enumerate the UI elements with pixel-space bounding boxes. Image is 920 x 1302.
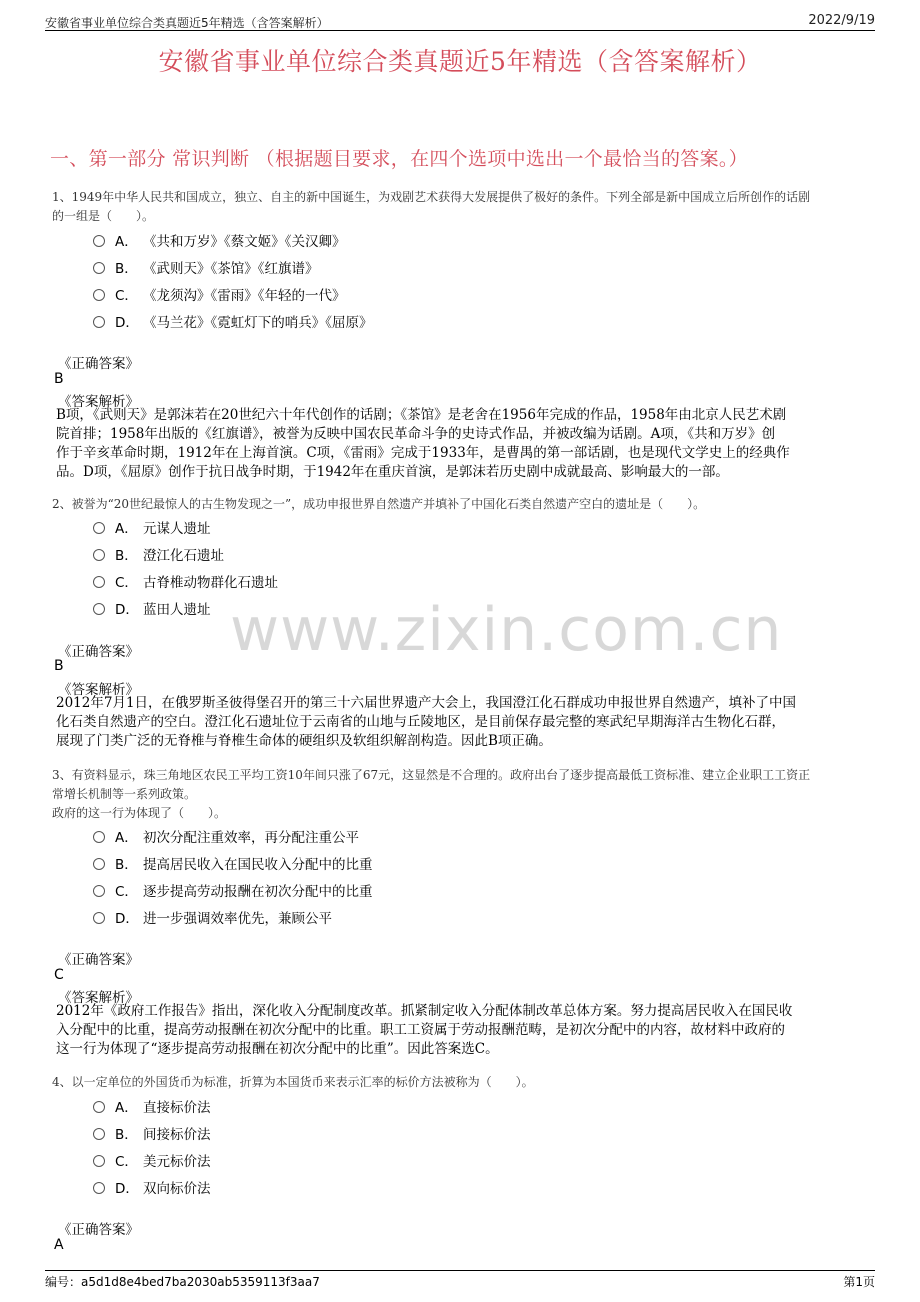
option-text: 澄江化石遗址 bbox=[143, 548, 224, 564]
explanation-line: 这一行为体现了“逐步提高劳动报酬在初次分配中的比重”。因此答案选C。 bbox=[56, 1041, 499, 1057]
question-3-option-d[interactable] bbox=[93, 907, 332, 927]
option-text: 初次分配注重效率，再分配注重公平 bbox=[143, 830, 359, 846]
option-letter: A． bbox=[115, 830, 138, 846]
answer-label: 《正确答案》 bbox=[58, 644, 139, 660]
question-1-option-a[interactable] bbox=[93, 230, 346, 250]
radio-icon[interactable] bbox=[93, 831, 105, 843]
explanation-label: 《答案解析》 bbox=[58, 990, 139, 1006]
explanation-line: 院首排；1958年出版的《红旗谱》，被誉为反映中国农民革命斗争的史诗式作品，并被改编为话剧。A项，《共和万岁》创 bbox=[56, 426, 776, 442]
question-1-stem-line: 的一组是（ ）。 bbox=[52, 209, 155, 223]
explanation-line: 展现了门类广泛的无脊椎与脊椎生命体的硬组织及软组织解剖构造。因此B项正确。 bbox=[56, 733, 552, 749]
question-3-option-a[interactable] bbox=[93, 826, 359, 846]
question-2-option-d[interactable] bbox=[93, 598, 211, 618]
question-2-explanation bbox=[56, 694, 866, 751]
radio-icon[interactable] bbox=[93, 262, 105, 274]
question-1-option-b[interactable] bbox=[93, 257, 319, 277]
question-4-stem bbox=[52, 1073, 874, 1092]
question-4-option-d[interactable] bbox=[93, 1177, 211, 1197]
question-1-stem-line: 1、1949年中华人民共和国成立，独立、自主的新中国诞生，为戏剧艺术获得大发展提供了极好的条件。下列全部是新中国成立后所创作的话剧 bbox=[52, 190, 811, 204]
explanation-line: 2012年《政府工作报告》指出，深化收入分配制度改革。抓紧制定收入分配体制改革总体方案。努力提高居民收入在国民收 bbox=[56, 1003, 793, 1019]
question-2-stem bbox=[52, 495, 874, 514]
answer-label: 《正确答案》 bbox=[58, 1222, 139, 1238]
question-2-option-b[interactable] bbox=[93, 544, 224, 564]
question-3-explanation bbox=[56, 1002, 866, 1059]
radio-icon[interactable] bbox=[93, 858, 105, 870]
option-text: 《武则天》《茶馆》《红旗谱》 bbox=[143, 261, 319, 277]
option-text: 《龙须沟》《雷雨》《年轻的一代》 bbox=[143, 288, 346, 304]
radio-icon[interactable] bbox=[93, 549, 105, 561]
footer-code: 编号：a5d1d8e4bed7ba2030ab5359113f3aa7 bbox=[45, 1275, 320, 1289]
radio-icon[interactable] bbox=[93, 235, 105, 247]
question-4-stem-line: 4、以一定单位的外国货币为标准，折算为本国货币来表示汇率的标价方法被称为（ ）。 bbox=[52, 1075, 534, 1089]
question-2-option-c[interactable] bbox=[93, 571, 278, 591]
radio-icon[interactable] bbox=[93, 885, 105, 897]
question-3-option-b[interactable] bbox=[93, 853, 373, 873]
option-letter: D． bbox=[115, 315, 139, 331]
radio-icon[interactable] bbox=[93, 1101, 105, 1113]
question-1-option-d[interactable] bbox=[93, 311, 373, 331]
option-text: 美元标价法 bbox=[143, 1154, 211, 1170]
radio-icon[interactable] bbox=[93, 316, 105, 328]
radio-icon[interactable] bbox=[93, 576, 105, 588]
option-letter: A． bbox=[115, 521, 138, 537]
question-1-stem bbox=[52, 188, 874, 226]
option-text: 《马兰花》《霓虹灯下的哨兵》《屈原》 bbox=[143, 315, 373, 331]
option-letter: D． bbox=[115, 911, 139, 927]
radio-icon[interactable] bbox=[93, 1182, 105, 1194]
header-date: 2022/9/19 bbox=[808, 13, 875, 28]
answer-label: 《正确答案》 bbox=[58, 356, 139, 372]
option-text: 直接标价法 bbox=[143, 1100, 211, 1116]
question-4-option-a[interactable] bbox=[93, 1096, 211, 1116]
option-letter: B． bbox=[115, 857, 138, 873]
radio-icon[interactable] bbox=[93, 912, 105, 924]
explanation-line: 品。D项，《屈原》创作于抗日战争时期，于1942年在重庆首演，是郭沫若历史剧中成就最高、影响最大的一部。 bbox=[56, 464, 729, 480]
radio-icon[interactable] bbox=[93, 522, 105, 534]
radio-icon[interactable] bbox=[93, 1155, 105, 1167]
option-text: 间接标价法 bbox=[143, 1127, 211, 1143]
question-3-stem-line: 3、有资料显示，珠三角地区农民工平均工资10年间只涨了67元，这显然是不合理的。政府出台了逐步提高最低工资标准、建立企业职工工资正 bbox=[52, 768, 811, 782]
option-letter: C． bbox=[115, 575, 138, 591]
explanation-line: 2012年7月1日，在俄罗斯圣彼得堡召开的第三十六届世界遗产大会上，我国澄江化石群成功申报世界自然遗产，填补了中国 bbox=[56, 695, 797, 711]
question-4-answer: A bbox=[54, 1237, 64, 1253]
question-4-option-c[interactable] bbox=[93, 1150, 211, 1170]
question-3-stem-line: 常增长机制等一系列政策。 bbox=[52, 787, 197, 801]
option-text: 双向标价法 bbox=[143, 1181, 211, 1197]
option-letter: B． bbox=[115, 261, 138, 277]
option-letter: C． bbox=[115, 884, 138, 900]
option-text: 古脊椎动物群化石遗址 bbox=[143, 575, 278, 591]
explanation-label: 《答案解析》 bbox=[58, 682, 139, 698]
question-3-stem-line: 政府的这一行为体现了（ ）。 bbox=[52, 806, 227, 820]
header-doc-title: 安徽省事业单位综合类真题近5年精选（含答案解析） bbox=[45, 16, 329, 30]
option-text: 进一步强调效率优先，兼顾公平 bbox=[143, 911, 332, 927]
option-letter: A． bbox=[115, 1100, 138, 1116]
option-text: 提高居民收入在国民收入分配中的比重 bbox=[143, 857, 373, 873]
question-3-option-c[interactable] bbox=[93, 880, 373, 900]
question-1-explanation bbox=[56, 406, 866, 482]
option-letter: D． bbox=[115, 1181, 139, 1197]
option-text: 逐步提高劳动报酬在初次分配中的比重 bbox=[143, 884, 373, 900]
radio-icon[interactable] bbox=[93, 603, 105, 615]
question-3-stem bbox=[52, 766, 874, 823]
watermark: www.zixin.com.cn bbox=[230, 595, 783, 665]
option-letter: D． bbox=[115, 602, 139, 618]
question-3-answer: C bbox=[54, 967, 64, 983]
explanation-line: 作于辛亥革命时期，1912年在上海首演。C项，《雷雨》完成于1933年，是曹禺的第一部话剧，也是现代文学史上的经典作 bbox=[56, 445, 790, 461]
option-text: 元谋人遗址 bbox=[143, 521, 211, 537]
option-letter: C． bbox=[115, 288, 138, 304]
document-title: 安徽省事业单位综合类真题近5年精选（含答案解析） bbox=[158, 47, 762, 76]
question-4-option-b[interactable] bbox=[93, 1123, 211, 1143]
section-heading: 一、第一部分 常识判断 （根据题目要求，在四个选项中选出一个最恰当的答案。） bbox=[50, 148, 748, 170]
page-header bbox=[45, 12, 875, 31]
answer-label: 《正确答案》 bbox=[58, 952, 139, 968]
question-2-answer: B bbox=[54, 658, 64, 674]
option-letter: B． bbox=[115, 1127, 138, 1143]
explanation-line: B项，《武则天》是郭沫若在20世纪六十年代创作的话剧；《茶馆》是老舍在1956年完成的作品，1958年由北京人民艺术剧 bbox=[56, 407, 787, 423]
question-2-option-a[interactable] bbox=[93, 517, 211, 537]
option-text: 蓝田人遗址 bbox=[143, 602, 211, 618]
option-text: 《共和万岁》《蔡文姬》《关汉卿》 bbox=[143, 234, 346, 250]
option-letter: C． bbox=[115, 1154, 138, 1170]
radio-icon[interactable] bbox=[93, 289, 105, 301]
question-2-stem-line: 2、被誉为“20世纪最惊人的古生物发现之一”，成功申报世界自然遗产并填补了中国化石类自然遗产空白的遗址是（ ）。 bbox=[52, 497, 706, 511]
explanation-line: 入分配中的比重，提高劳动报酬在初次分配中的比重。职工工资属于劳动报酬范畴，是初次分配中的内容，故材料中政府的 bbox=[56, 1022, 785, 1038]
footer-page-number: 第1页 bbox=[843, 1275, 875, 1289]
option-letter: B． bbox=[115, 548, 138, 564]
explanation-line: 化石类自然遗产的空白。澄江化石遗址位于云南省的山地与丘陵地区，是目前保存最完整的寒武纪早期海洋古生物化石群， bbox=[56, 714, 785, 730]
option-letter: A． bbox=[115, 234, 138, 250]
page-footer bbox=[45, 1270, 875, 1291]
radio-icon[interactable] bbox=[93, 1128, 105, 1140]
question-1-answer: B bbox=[54, 371, 64, 387]
question-1-option-c[interactable] bbox=[93, 284, 346, 304]
explanation-label: 《答案解析》 bbox=[58, 394, 139, 410]
